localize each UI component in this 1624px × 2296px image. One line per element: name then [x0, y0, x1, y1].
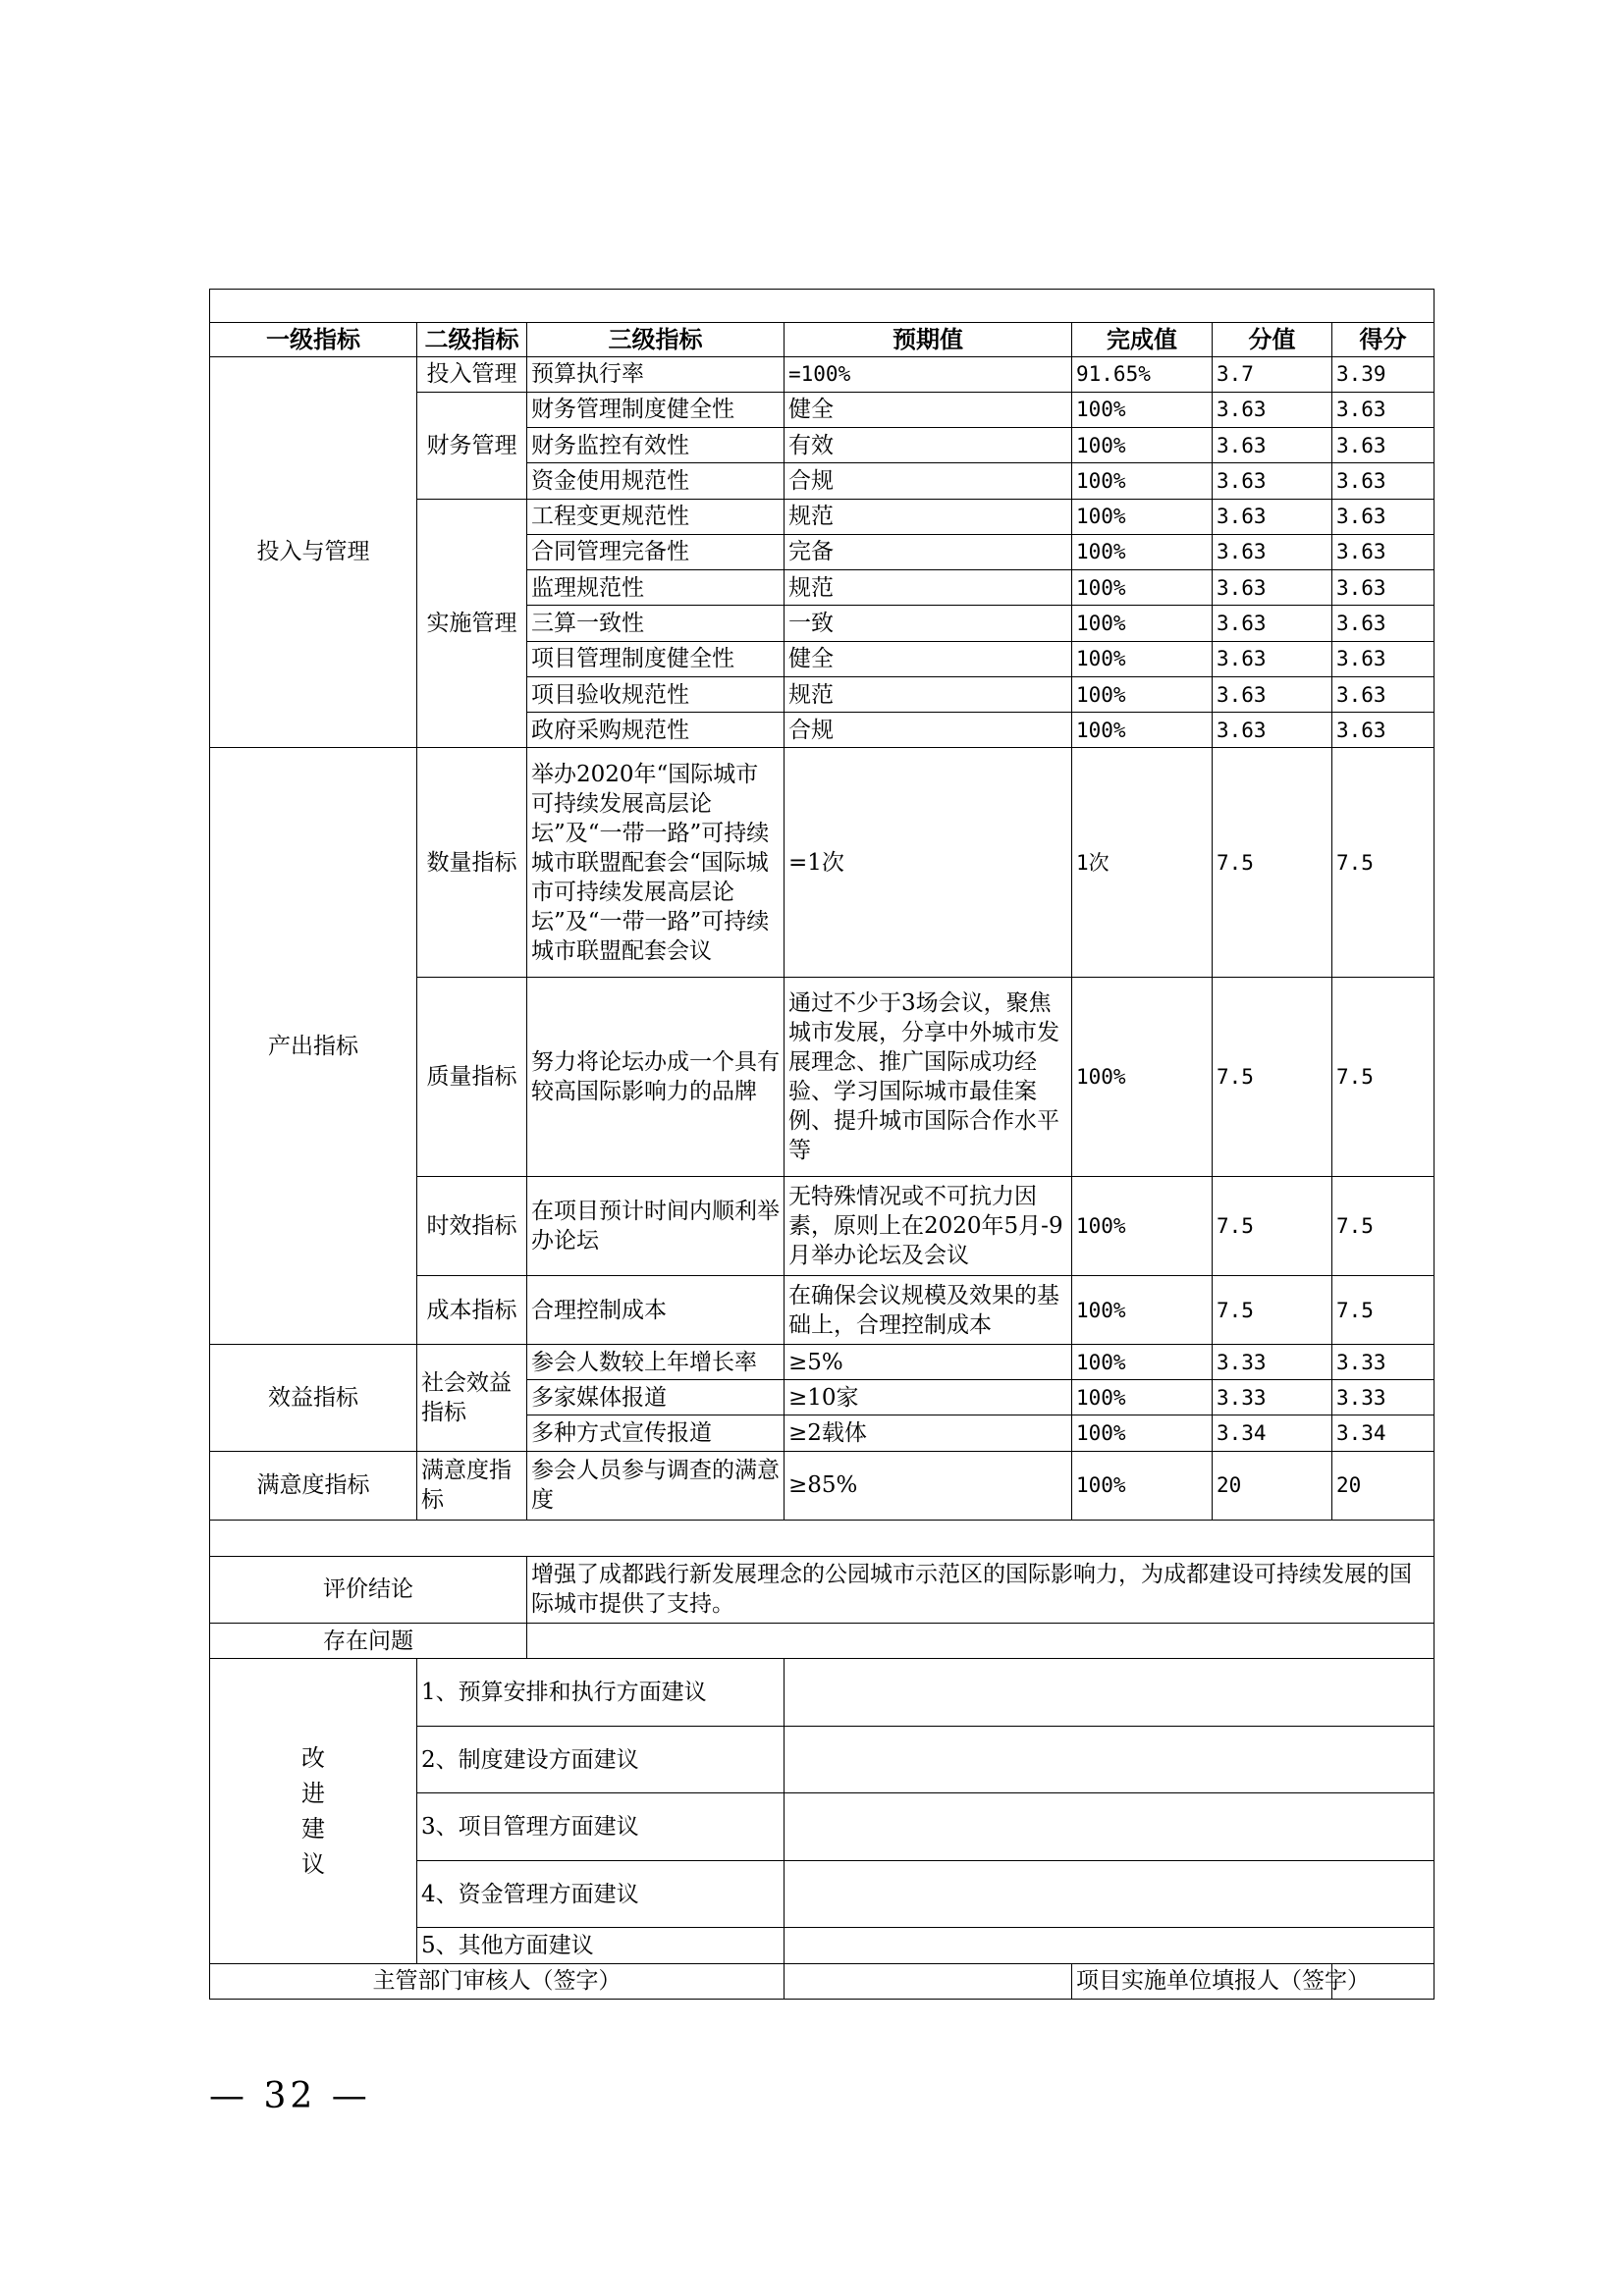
header-level3: 三级指标 [527, 323, 785, 356]
expected: 无特殊情况或不可抗力因素，原则上在2020年5月-9月举办论坛及会议 [785, 1176, 1072, 1276]
score-value: 3.63 [1213, 392, 1332, 427]
l3: 参会人数较上年增长率 [527, 1344, 785, 1379]
table-row [210, 356, 1435, 392]
score-value: 3.33 [1213, 1380, 1332, 1415]
actual: 100% [1072, 641, 1213, 676]
score: 3.63 [1332, 606, 1435, 641]
expected: 规范 [785, 570, 1072, 606]
group-input: 投入与管理 [210, 356, 417, 748]
l3: 多种方式宣传报道 [527, 1415, 785, 1451]
suggestion-5: 5、其他方面建议 [417, 1928, 785, 1963]
actual: 100% [1072, 463, 1213, 499]
l3: 举办2020年“国际城市可持续发展高层论坛”及“一带一路”可持续城市联盟配套会“国际城市可持续发展高层论坛”及“一带一路”可持续城市联盟配套会议 [527, 748, 785, 978]
subgroup-cost: 成本指标 [417, 1276, 527, 1345]
score-value: 3.63 [1213, 641, 1332, 676]
score: 3.63 [1332, 713, 1435, 748]
l3: 财务管理制度健全性 [527, 392, 785, 427]
subgroup-invest: 投入管理 [417, 356, 527, 392]
l3: 合理控制成本 [527, 1276, 785, 1345]
subgroup-quantity: 数量指标 [417, 748, 527, 978]
l3: 项目管理制度健全性 [527, 641, 785, 676]
filler-label: 项目实施单位填报人（签字） [1072, 1963, 1332, 1999]
l3: 政府采购规范性 [527, 713, 785, 748]
suggestion-5-value [785, 1928, 1435, 1963]
expected: 有效 [785, 428, 1072, 463]
score: 3.63 [1332, 392, 1435, 427]
actual: 100% [1072, 1344, 1213, 1379]
score-value: 7.5 [1213, 748, 1332, 978]
score: 7.5 [1332, 1276, 1435, 1345]
expected: 规范 [785, 499, 1072, 534]
suggestion-1: 1、预算安排和执行方面建议 [417, 1659, 785, 1727]
suggestion-2: 2、制度建设方面建议 [417, 1726, 785, 1793]
expected: ≥2载体 [785, 1415, 1072, 1451]
score: 20 [1332, 1451, 1435, 1521]
score: 7.5 [1332, 748, 1435, 978]
l3: 工程变更规范性 [527, 499, 785, 534]
header-level1: 一级指标 [210, 323, 417, 356]
actual: 100% [1072, 1451, 1213, 1521]
conclusion-text: 增强了成都践行新发展理念的公园城市示范区的国际影响力，为成都建设可持续发展的国际城市提供了支持。 [527, 1556, 1435, 1624]
expected: =1次 [785, 748, 1072, 978]
actual: 91.65% [1072, 356, 1213, 392]
improve-label [210, 1659, 417, 1963]
subgroup-finance: 财务管理 [417, 392, 527, 499]
page-number: — 32 — [209, 2076, 371, 2116]
l3: 参会人员参与调查的满意度 [527, 1451, 785, 1521]
score: 7.5 [1332, 1176, 1435, 1276]
actual: 100% [1072, 1276, 1213, 1345]
l3: 多家媒体报道 [527, 1380, 785, 1415]
expected: 合规 [785, 713, 1072, 748]
problems-row [210, 1624, 1435, 1659]
improve-label-text: 改进建议 [301, 1743, 325, 1878]
score-value: 3.63 [1213, 499, 1332, 534]
suggestion-4: 4、资金管理方面建议 [417, 1860, 785, 1928]
table-row [210, 1344, 1435, 1379]
header-expected: 预期值 [785, 323, 1072, 356]
score: 3.33 [1332, 1380, 1435, 1415]
suggestion-1-value [785, 1659, 1435, 1727]
actual: 100% [1072, 713, 1213, 748]
l3: 合同管理完备性 [527, 534, 785, 569]
table-row [210, 748, 1435, 978]
problems-value [527, 1624, 1435, 1659]
header-row [210, 323, 1435, 356]
score: 3.63 [1332, 534, 1435, 569]
expected: 合规 [785, 463, 1072, 499]
actual: 100% [1072, 1176, 1213, 1276]
subgroup-quality: 质量指标 [417, 978, 527, 1177]
actual: 100% [1072, 428, 1213, 463]
suggestion-3: 3、项目管理方面建议 [417, 1793, 785, 1861]
score-value: 3.63 [1213, 534, 1332, 569]
actual: 100% [1072, 1415, 1213, 1451]
score-value: 3.63 [1213, 606, 1332, 641]
score: 3.63 [1332, 570, 1435, 606]
expected: 在确保会议规模及效果的基础上，合理控制成本 [785, 1276, 1072, 1345]
actual: 100% [1072, 606, 1213, 641]
score-value: 3.63 [1213, 713, 1332, 748]
table-row [210, 1451, 1435, 1521]
score-value: 3.63 [1213, 428, 1332, 463]
signature-row [210, 1963, 1435, 1999]
expected: 规范 [785, 676, 1072, 712]
suggestion-3-value [785, 1793, 1435, 1861]
score: 3.63 [1332, 463, 1435, 499]
suggestion-2-value [785, 1726, 1435, 1793]
score: 3.39 [1332, 356, 1435, 392]
subgroup-social: 社会效益指标 [417, 1344, 527, 1451]
header-score-value: 分值 [1213, 323, 1332, 356]
expected: =100% [785, 356, 1072, 392]
score-value: 3.63 [1213, 570, 1332, 606]
l3: 在项目预计时间内顺利举办论坛 [527, 1176, 785, 1276]
header-score: 得分 [1332, 323, 1435, 356]
score-value: 3.63 [1213, 676, 1332, 712]
header-level2: 二级指标 [417, 323, 527, 356]
l3: 三算一致性 [527, 606, 785, 641]
expected: 健全 [785, 641, 1072, 676]
header-actual: 完成值 [1072, 323, 1213, 356]
score-value: 20 [1213, 1451, 1332, 1521]
score-value: 3.34 [1213, 1415, 1332, 1451]
blank-row-middle [210, 1521, 1435, 1556]
actual: 100% [1072, 676, 1213, 712]
subgroup-satisfaction: 满意度指标 [417, 1451, 527, 1521]
reviewer-label: 主管部门审核人（签字） [210, 1963, 785, 1999]
score: 7.5 [1332, 978, 1435, 1177]
score-value: 7.5 [1213, 1176, 1332, 1276]
score: 3.33 [1332, 1344, 1435, 1379]
group-output: 产出指标 [210, 748, 417, 1345]
conclusion-label: 评价结论 [210, 1556, 527, 1624]
group-benefit: 效益指标 [210, 1344, 417, 1451]
actual: 100% [1072, 570, 1213, 606]
l3: 监理规范性 [527, 570, 785, 606]
reviewer-signature [785, 1963, 1072, 1999]
l3: 努力将论坛办成一个具有较高国际影响力的品牌 [527, 978, 785, 1177]
group-satisfaction: 满意度指标 [210, 1451, 417, 1521]
expected: ≥10家 [785, 1380, 1072, 1415]
actual: 100% [1072, 534, 1213, 569]
score: 3.63 [1332, 499, 1435, 534]
l3: 预算执行率 [527, 356, 785, 392]
score-value: 3.7 [1213, 356, 1332, 392]
performance-evaluation-table [209, 289, 1435, 2000]
actual: 100% [1072, 1380, 1213, 1415]
conclusion-row [210, 1556, 1435, 1624]
score-value: 3.33 [1213, 1344, 1332, 1379]
expected: 一致 [785, 606, 1072, 641]
score-value: 3.63 [1213, 463, 1332, 499]
l3: 财务监控有效性 [527, 428, 785, 463]
score-value: 7.5 [1213, 1276, 1332, 1345]
expected: 完备 [785, 534, 1072, 569]
actual: 100% [1072, 978, 1213, 1177]
expected: 健全 [785, 392, 1072, 427]
actual: 1次 [1072, 748, 1213, 978]
score: 3.63 [1332, 428, 1435, 463]
suggestion-4-value [785, 1860, 1435, 1928]
score: 3.34 [1332, 1415, 1435, 1451]
score: 3.63 [1332, 641, 1435, 676]
actual: 100% [1072, 499, 1213, 534]
subgroup-timeliness: 时效指标 [417, 1176, 527, 1276]
expected: ≥5% [785, 1344, 1072, 1379]
blank-row-top [210, 290, 1435, 323]
actual: 100% [1072, 392, 1213, 427]
expected: ≥85% [785, 1451, 1072, 1521]
score-value: 7.5 [1213, 978, 1332, 1177]
l3: 项目验收规范性 [527, 676, 785, 712]
score: 3.63 [1332, 676, 1435, 712]
l3: 资金使用规范性 [527, 463, 785, 499]
subgroup-impl: 实施管理 [417, 499, 527, 748]
problems-label: 存在问题 [210, 1624, 527, 1659]
expected: 通过不少于3场会议，聚焦城市发展，分享中外城市发展理念、推广国际成功经验、学习国际城市最佳案例、提升城市国际合作水平等 [785, 978, 1072, 1177]
suggestion-row [210, 1659, 1435, 1727]
